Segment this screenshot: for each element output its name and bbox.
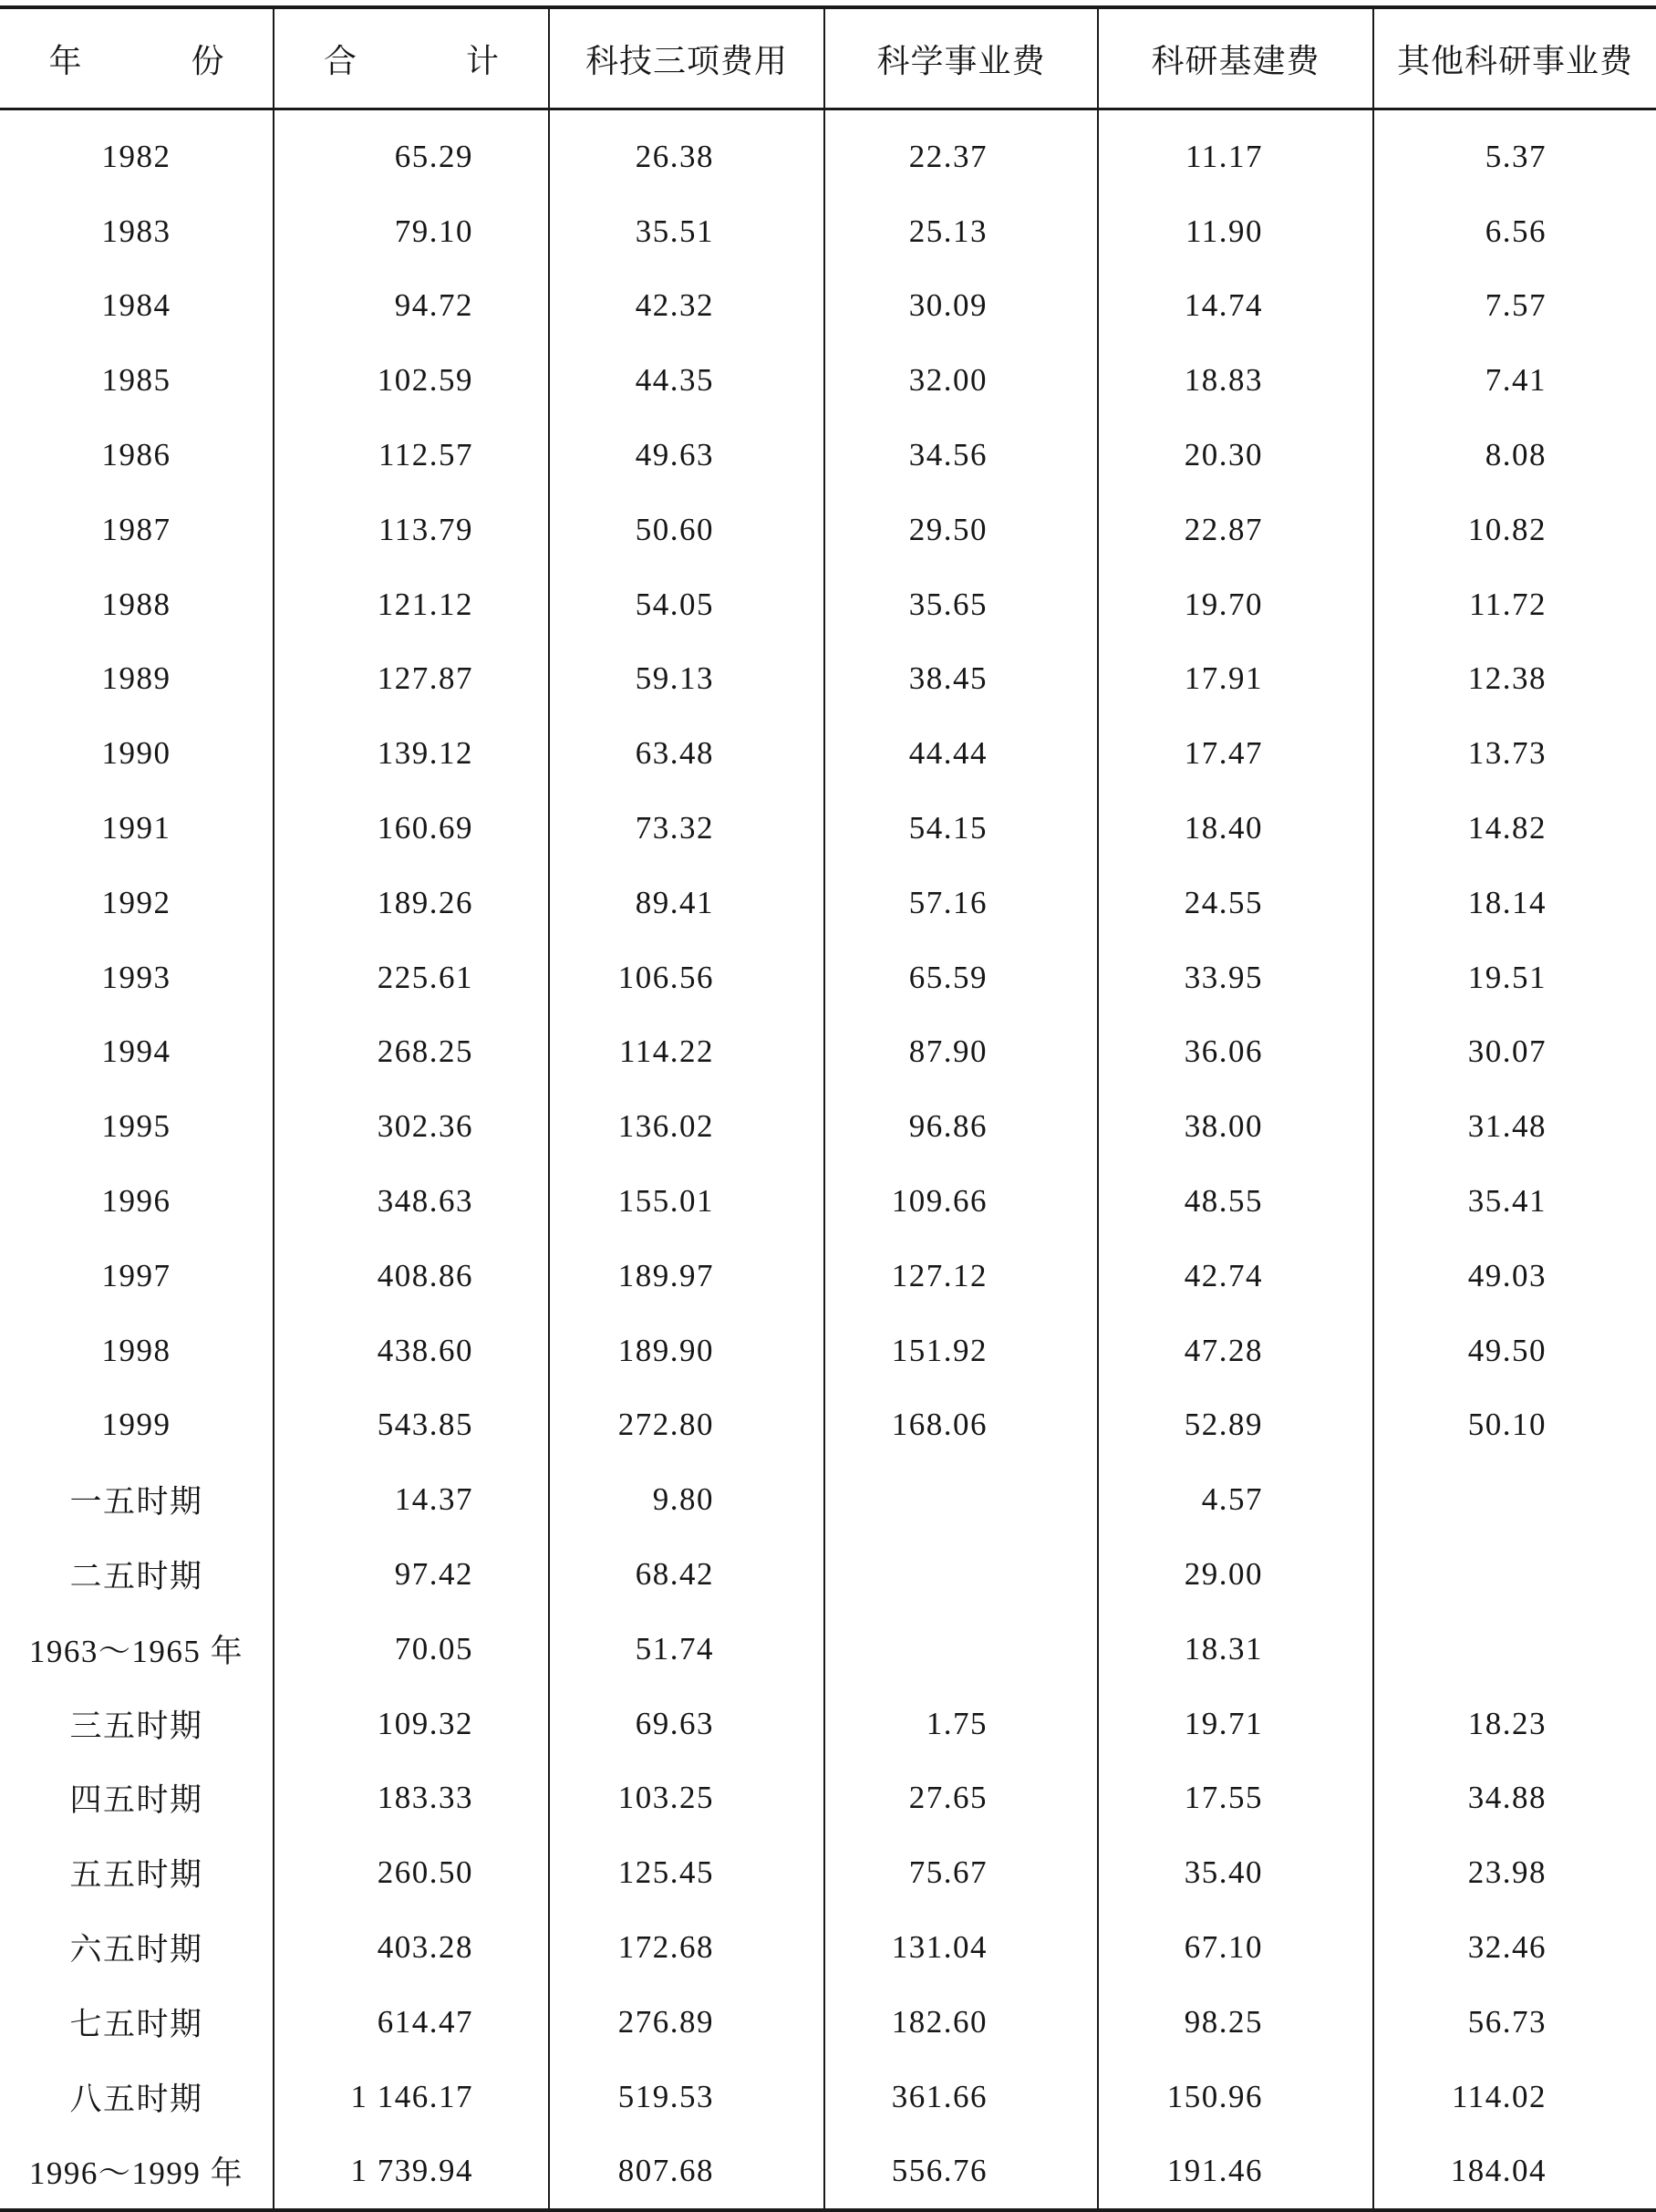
total-cell: 614.47 [274,1985,549,2060]
science-operating-cell: 22.37 [824,109,1098,194]
research-construction-cell: 20.30 [1098,418,1373,493]
sci-tech-three-items-cell: 59.13 [549,642,824,717]
table-row [0,1239,1656,1314]
science-operating-cell: 556.76 [824,2134,1098,2211]
total-cell: 121.12 [274,567,549,642]
research-construction-cell: 67.10 [1098,1910,1373,1985]
other-research-cell: 10.82 [1373,493,1656,567]
sci-tech-three-items-cell: 42.32 [549,269,824,344]
sci-tech-three-items-cell: 51.74 [549,1612,824,1687]
other-research-cell [1373,1612,1656,1687]
other-research-cell [1373,1537,1656,1612]
sci-tech-three-items-cell: 136.02 [549,1089,824,1164]
sci-tech-three-items-cell: 73.32 [549,791,824,866]
table-row [0,791,1656,866]
other-research-cell: 6.56 [1373,194,1656,269]
table-body [0,109,1656,2211]
science-operating-cell: 1.75 [824,1687,1098,1761]
total-cell: 260.50 [274,1835,549,1910]
header-year: 年 份 [0,7,274,109]
total-cell: 543.85 [274,1388,549,1463]
year-cell: 1963～1965 年 [28,1633,244,1669]
total-cell: 408.86 [274,1239,549,1314]
sci-tech-three-items-cell: 54.05 [549,567,824,642]
total-cell: 127.87 [274,642,549,717]
research-construction-cell: 52.89 [1098,1388,1373,1463]
research-construction-cell: 150.96 [1098,2060,1373,2134]
total-cell: 1 146.17 [274,2060,549,2134]
year-cell: 二五时期 [69,1559,203,1596]
science-operating-cell: 127.12 [824,1239,1098,1314]
other-research-cell: 32.46 [1373,1910,1656,1985]
other-research-cell: 18.14 [1373,866,1656,940]
year-cell: 一五时期 [69,1484,203,1521]
sci-tech-three-items-cell: 189.90 [549,1314,824,1388]
table-row [0,1687,1656,1761]
sci-tech-three-items-cell: 44.35 [549,343,824,418]
research-construction-cell: 18.83 [1098,343,1373,418]
total-cell: 403.28 [274,1910,549,1985]
year-cell: 1982 [101,138,171,174]
table-row [0,2060,1656,2134]
table-row [0,1314,1656,1388]
total-cell: 70.05 [274,1612,549,1687]
science-operating-cell [824,1537,1098,1612]
other-research-cell: 50.10 [1373,1388,1656,1463]
science-operating-cell: 131.04 [824,1910,1098,1985]
table-row [0,642,1656,717]
table-row [0,940,1656,1015]
other-research-cell: 11.72 [1373,567,1656,642]
year-cell: 三五时期 [69,1708,203,1745]
year-cell: 1991 [101,810,171,846]
science-operating-cell: 182.60 [824,1985,1098,2060]
year-cell: 1996～1999 年 [0,2134,274,2211]
year-cell: 1983 [101,213,171,249]
year-cell: 1992 [101,884,171,920]
table-header [0,7,1656,109]
other-research-cell [1373,1462,1656,1537]
year-cell: 1986 [101,437,171,473]
research-construction-cell: 42.74 [1098,1239,1373,1314]
total-cell: 102.59 [274,343,549,418]
sci-tech-three-items-cell: 63.48 [549,716,824,791]
table-row [0,1015,1656,1090]
science-operating-cell: 96.86 [824,1089,1098,1164]
research-construction-cell: 24.55 [1098,866,1373,940]
other-research-cell: 12.38 [1373,642,1656,717]
total-cell: 14.37 [274,1462,549,1537]
research-construction-cell: 11.17 [1098,109,1373,194]
science-operating-cell: 38.45 [824,642,1098,717]
research-construction-cell: 35.40 [1098,1835,1373,1910]
science-operating-cell: 34.56 [824,418,1098,493]
science-operating-cell [824,1462,1098,1537]
year-cell: 六五时期 [69,1932,203,1969]
year-cell: 四五时期 [69,1782,203,1820]
research-construction-cell: 19.71 [1098,1687,1373,1761]
sci-tech-three-items-cell: 114.22 [549,1015,824,1090]
research-construction-cell: 33.95 [1098,940,1373,1015]
table-row [0,1388,1656,1463]
year-cell: 1998 [101,1332,171,1368]
sci-tech-three-items-cell: 189.97 [549,1239,824,1314]
research-construction-cell: 98.25 [1098,1985,1373,2060]
total-cell: 189.26 [274,866,549,940]
table-row [0,1985,1656,2060]
table-row [0,716,1656,791]
sci-tech-three-items-cell: 125.45 [549,1835,824,1910]
year-cell: 1988 [101,586,171,622]
sci-tech-three-items-cell: 50.60 [549,493,824,567]
year-cell: 1993 [101,959,171,995]
header-sci-tech-three-items: 科技三项费用 [549,7,824,109]
table-row [0,343,1656,418]
science-operating-cell: 87.90 [824,1015,1098,1090]
research-construction-cell: 17.91 [1098,642,1373,717]
table-row [0,418,1656,493]
science-operating-cell: 75.67 [824,1835,1098,1910]
research-construction-cell: 18.31 [1098,1612,1373,1687]
science-operating-cell: 44.44 [824,716,1098,791]
sci-tech-three-items-cell: 106.56 [549,940,824,1015]
header-research-construction: 科研基建费 [1098,7,1373,109]
research-construction-cell: 22.87 [1098,493,1373,567]
table-row [0,194,1656,269]
other-research-cell: 49.50 [1373,1314,1656,1388]
other-research-cell: 35.41 [1373,1164,1656,1239]
table-row [0,1537,1656,1612]
science-operating-cell: 168.06 [824,1388,1098,1463]
year-cell: 1987 [101,511,171,547]
other-research-cell: 18.23 [1373,1687,1656,1761]
table-row [0,109,1656,194]
year-cell: 1999 [101,1407,171,1443]
sci-tech-three-items-cell: 68.42 [549,1537,824,1612]
sci-tech-three-items-cell: 155.01 [549,1164,824,1239]
total-cell: 183.33 [274,1761,549,1836]
sci-tech-three-items-cell: 276.89 [549,1985,824,2060]
header-other-research: 其他科研事业费 [1373,7,1656,109]
table-row [0,567,1656,642]
table-row [0,269,1656,344]
table-row [0,866,1656,940]
science-operating-cell: 25.13 [824,194,1098,269]
sci-tech-three-items-cell: 35.51 [549,194,824,269]
research-construction-cell: 48.55 [1098,1164,1373,1239]
sci-tech-three-items-cell: 807.68 [549,2134,824,2211]
research-construction-cell: 47.28 [1098,1314,1373,1388]
total-cell: 79.10 [274,194,549,269]
research-construction-cell: 17.47 [1098,716,1373,791]
total-cell: 109.32 [274,1687,549,1761]
total-cell: 139.12 [274,716,549,791]
year-cell: 1994 [101,1033,171,1070]
science-operating-cell: 32.00 [824,343,1098,418]
research-construction-cell: 11.90 [1098,194,1373,269]
other-research-cell: 13.73 [1373,716,1656,791]
other-research-cell: 31.48 [1373,1089,1656,1164]
header-row [0,7,1656,109]
research-construction-cell: 17.55 [1098,1761,1373,1836]
science-operating-cell: 35.65 [824,567,1098,642]
year-cell: 1989 [101,660,171,697]
header-total: 合 计 [274,7,549,109]
sci-tech-three-items-cell: 272.80 [549,1388,824,1463]
other-research-cell: 14.82 [1373,791,1656,866]
research-construction-cell: 4.57 [1098,1462,1373,1537]
year-cell: 1995 [101,1108,171,1145]
total-cell: 65.29 [274,109,549,194]
science-operating-cell: 65.59 [824,940,1098,1015]
research-construction-cell: 29.00 [1098,1537,1373,1612]
table-row [0,1612,1656,1687]
research-construction-cell: 14.74 [1098,269,1373,344]
science-operating-cell [824,1612,1098,1687]
total-cell: 348.63 [274,1164,549,1239]
total-cell: 302.36 [274,1089,549,1164]
year-cell: 八五时期 [69,2081,203,2118]
research-construction-cell: 38.00 [1098,1089,1373,1164]
science-operating-cell: 361.66 [824,2060,1098,2134]
research-construction-cell: 19.70 [1098,567,1373,642]
total-cell: 225.61 [274,940,549,1015]
science-operating-cell: 29.50 [824,493,1098,567]
science-operating-cell: 57.16 [824,866,1098,940]
total-cell: 438.60 [274,1314,549,1388]
sci-tech-three-items-cell: 519.53 [549,2060,824,2134]
total-cell: 113.79 [274,493,549,567]
sci-tech-three-items-cell: 9.80 [549,1462,824,1537]
year-cell: 1990 [101,735,171,772]
science-operating-cell: 27.65 [824,1761,1098,1836]
expenditure-table [0,5,1656,2212]
sci-tech-three-items-cell: 89.41 [549,866,824,940]
sci-tech-three-items-cell: 26.38 [549,109,824,194]
science-operating-cell: 30.09 [824,269,1098,344]
table-row [0,1761,1656,1836]
table-row [0,1164,1656,1239]
sci-tech-three-items-cell: 49.63 [549,418,824,493]
table-row [0,1835,1656,1910]
total-cell: 112.57 [274,418,549,493]
total-cell: 160.69 [274,791,549,866]
year-cell: 1984 [101,287,171,324]
table-row [0,1462,1656,1537]
research-construction-cell: 18.40 [1098,791,1373,866]
year-cell: 五五时期 [69,1857,203,1895]
research-construction-cell: 36.06 [1098,1015,1373,1090]
research-construction-cell: 191.46 [1098,2134,1373,2211]
other-research-cell: 5.37 [1373,109,1656,194]
science-operating-cell: 54.15 [824,791,1098,866]
table-row [0,1910,1656,1985]
science-operating-cell: 109.66 [824,1164,1098,1239]
other-research-cell: 114.02 [1373,2060,1656,2134]
total-cell: 268.25 [274,1015,549,1090]
sci-tech-three-items-cell: 69.63 [549,1687,824,1761]
table-row [0,1089,1656,1164]
sci-tech-three-items-cell: 103.25 [549,1761,824,1836]
year-cell: 1996 [101,1183,171,1220]
total-cell: 94.72 [274,269,549,344]
other-research-cell: 8.08 [1373,418,1656,493]
other-research-cell: 23.98 [1373,1835,1656,1910]
other-research-cell: 7.57 [1373,269,1656,344]
total-cell: 97.42 [274,1537,549,1612]
year-cell: 1985 [101,362,171,399]
other-research-cell: 30.07 [1373,1015,1656,1090]
other-research-cell: 49.03 [1373,1239,1656,1314]
other-research-cell: 184.04 [1373,2134,1656,2211]
year-cell: 1997 [101,1257,171,1293]
other-research-cell: 34.88 [1373,1761,1656,1836]
table-row [0,493,1656,567]
year-cell: 七五时期 [69,2006,203,2043]
sci-tech-three-items-cell: 172.68 [549,1910,824,1985]
total-cell: 1 739.94 [274,2134,549,2211]
science-operating-cell: 151.92 [824,1314,1098,1388]
header-science-operating: 科学事业费 [824,7,1098,109]
other-research-cell: 7.41 [1373,343,1656,418]
other-research-cell: 19.51 [1373,940,1656,1015]
other-research-cell: 56.73 [1373,1985,1656,2060]
